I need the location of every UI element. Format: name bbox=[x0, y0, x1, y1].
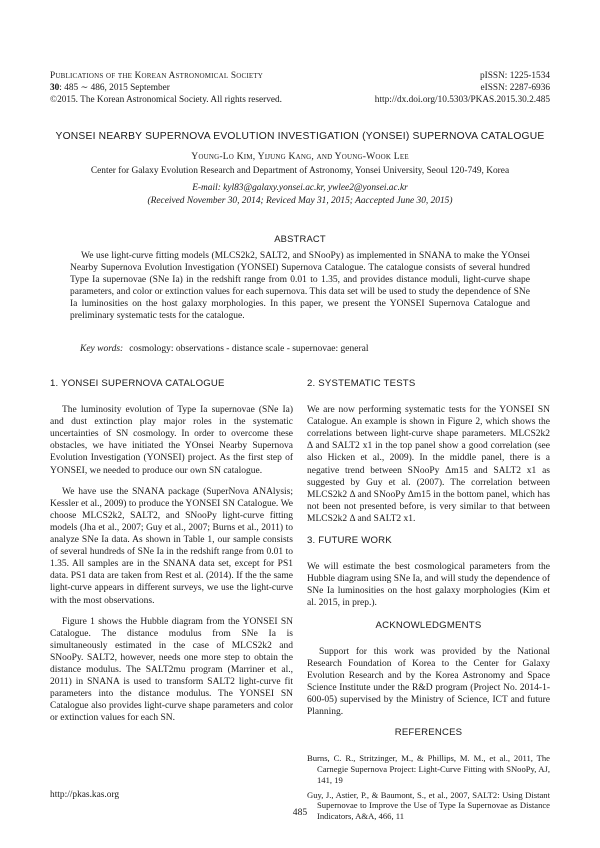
pages-date: : 485 ∼ 486, 2015 September bbox=[59, 83, 170, 93]
section-2-heading: 2. SYSTEMATIC TESTS bbox=[307, 378, 416, 389]
pissn: pISSN: 1225-1534 bbox=[480, 71, 550, 81]
paper-title: YONSEI NEARBY SUPERNOVA EVOLUTION INVESTIGATION (YONSEI) SUPERNOVA CATALOGUE bbox=[55, 131, 545, 142]
paragraph: Figure 1 shows the Hubble diagram from the YONSEI SN Catalogue. The distance modulus from SNe Ia is simultaneously estimated in the case of MLCS2k2 and SNooPy. SALT2, however, needs one more step to obtain the distance modulus. The SALT2mu program (Marriner et al., 2011) in SNANA is used to transform SALT2 light-curve fit parameters into the distance modulus. The YONSEI SN Catalogue also provides light-curve shape parameters and color or extinction values for each SN. bbox=[50, 616, 293, 724]
references-heading: REFERENCES bbox=[394, 727, 463, 739]
received-dates: (Received November 30, 2014; Reviced May 31, 2015; Aaccepted June 30, 2015) bbox=[147, 196, 453, 206]
keywords-text: cosmology: observations - distance scale - supernovae: general bbox=[129, 344, 369, 354]
abstract-text: We use light-curve fitting models (MLCS2k2, SALT2, and SNooPy) as implemented in SNANA to make the YOnsei Nearby Supernova Evolution Investigation (YONSEI) Supernova Catalogue. The catalogue consists of several hundred Type Ia supernovae (SNe Ia) in the redshift range from 0.01 to 1.35, and provides distance moduli, light-curve shape parameters, and color or extinction values for each supernova. This data set will be used to study the dependence of SNe Ia luminosities on the host galaxy morphologies. In this paper, we present the YONSEI Supernova Catalogue and preliminary systematic tests for the catalogue. bbox=[70, 251, 530, 322]
section-3-heading: 3. FUTURE WORK bbox=[307, 535, 392, 547]
paragraph: The luminosity evolution of Type Ia supernovae (SNe Ia) and dust extinction play major roles in the systematic uncertainties of SN cosmology. In order to overcome these obstacles, we have initiated the YOnsei Nearby Supernova Evolution Investigation (YONSEI) project. As the first step of YONSEI, we needed to produce our own SN catalogue. bbox=[50, 405, 293, 476]
acknowledgments-heading: ACKNOWLEDGMENTS bbox=[375, 619, 482, 631]
acknowledgments-text: Support for this work was provided by the National Research Foundation of Korea to the Center for Galaxy Evolution Research and by the Korea Astronomy and Space Science Institute under the R&D program (Project No. 2014-1-600-05) supervised by the Ministry of Science, ICT and future Planning. bbox=[307, 646, 550, 718]
volume-number: 30 bbox=[50, 83, 60, 93]
paragraph: We have use the SNANA package (SuperNova ANAlysis; Kessler et al., 2009) to produce the YONSEI SN Catalogue. We choose MLCS2k2, SALT2, and SNooPy light-curve fitting models (Jha et al., 2007; Guy et al., 2007; Burns et al., 2011) to analyze SNe Ia data. As shown in Table 1, our sample consists of several hundreds of SNe Ia in the redshift range from 0.01 to 1.35. All samples are in the SNANA data set, except for PS1 data. PS1 data are taken from Rest et al. (2014). If the the same light-curve appears in different surveys, we use the light-curve with the most observations. bbox=[50, 486, 293, 606]
journal-name: Publications of the Korean Astronomical Society bbox=[50, 71, 264, 81]
abstract-heading: ABSTRACT bbox=[274, 233, 326, 244]
section-1-heading: 1. YONSEI SUPERNOVA CATALOGUE bbox=[50, 378, 225, 389]
issn-block bbox=[375, 70, 550, 106]
affiliation: Center for Galaxy Evolution Research and Department of Astronomy, Yonsei University, Seoul 120-749, Korea bbox=[90, 166, 510, 176]
journal-header bbox=[50, 70, 282, 106]
email: E-mail: kyl83@galaxy.yonsei.ac.kr, ywlee2@yonsei.ac.kr bbox=[192, 183, 408, 193]
authors: Young-Lo Kim, Yijung Kang, and Young-Wook Lee bbox=[191, 151, 409, 162]
right-column bbox=[307, 378, 550, 826]
reference-item: Burns, C. R., Stritzinger, M., & Phillips, M. M., et al., 2011, The Carnegie Supernova Project: Light-Curve Fitting with SNooPy, AJ, 141, 19 bbox=[307, 753, 550, 785]
section-3-text: We will estimate the best cosmological parameters from the Hubble diagram using SNe Ia, and will study the dependence of SNe Ia luminosities on the host galaxy morphologies (Kim et al. 2015, in prep.). bbox=[307, 562, 550, 609]
volume-line bbox=[50, 82, 282, 94]
keywords-label: Key words: bbox=[80, 344, 124, 354]
left-column bbox=[50, 378, 293, 733]
eissn: eISSN: 2287-6936 bbox=[480, 83, 550, 93]
footer-url[interactable]: http://pkas.kas.org bbox=[50, 790, 120, 800]
reference-item: Guy, J., Astier, P., & Baumont, S., et al., 2007, SALT2: Using Distant Supernovae to Improve the Use of Type Ia Supernovae as Distance Indicators, A&A, 466, 11 bbox=[307, 789, 550, 822]
page-number: 485 bbox=[292, 807, 308, 818]
keywords bbox=[80, 344, 540, 354]
copyright: ©2015. The Korean Astronomical Society. All rights reserved. bbox=[50, 95, 282, 105]
doi-link[interactable]: http://dx.doi.org/10.5303/PKAS.2015.30.2.485 bbox=[374, 95, 550, 105]
section-2-text: We are now performing systematic tests for the YONSEI SN Catalogue. An example is shown in Figure 2, which shows the correlations between light-curve shape parameters. MLCS2k2 Δ and SALT2 x1 in the top panel show a good correlation (see also Hicken et al., 2009). In the middle panel, there is a negative trend between SNooPy Δm15 and SALT2 x1 as suggested by Guy et al. (2007). The correlation between MLCS2k2 Δ and SNooPy Δm15 in the bottom panel, which has not been not presented before, is very similar to that between MLCS2k2 Δ and SALT2 x1. bbox=[307, 405, 550, 524]
